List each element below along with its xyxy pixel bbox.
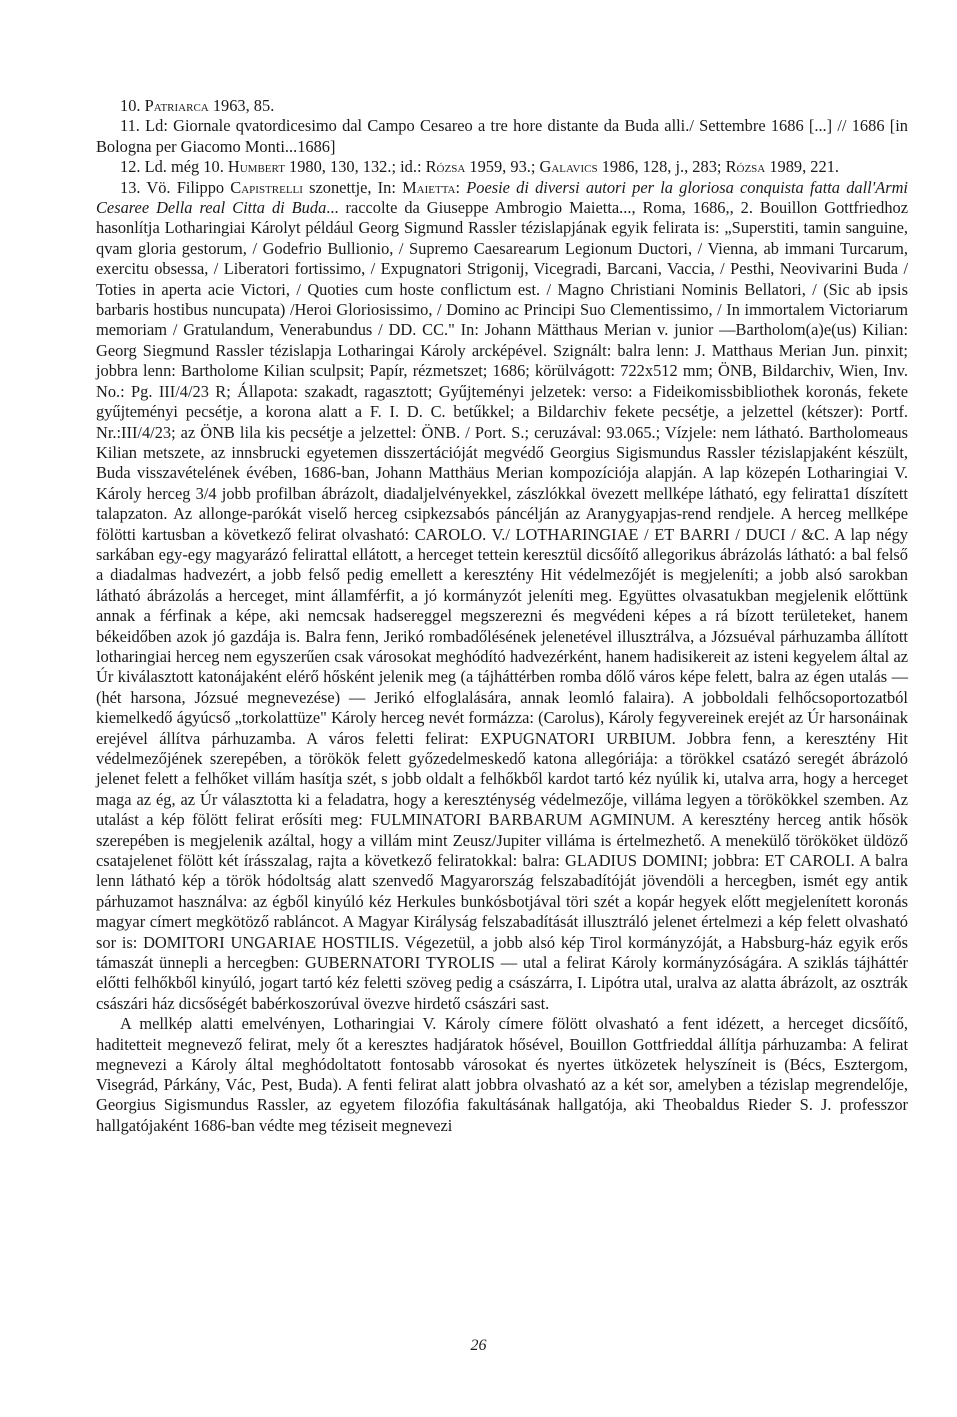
page-number: 26 xyxy=(470,1337,487,1354)
footnote-12 xyxy=(96,157,908,177)
footnote-13-text-c: : xyxy=(455,177,467,197)
footnote-12-text-d: 1986, 128, j., 283; xyxy=(597,157,726,177)
page-content xyxy=(96,96,908,1136)
footnote-11: 11. Ld: Giornale qvatordicesimo dal Campo Cesareo a tre hore distante da Buda alli./ Settembre 1686 [...] // 1686 [in Bologna per Giacomo Monti...1686] xyxy=(96,116,908,156)
footnote-12-text-e: 1989, 221. xyxy=(765,157,839,177)
footnote-12-author-humbert: Humbert xyxy=(227,157,285,177)
footnote-12-author-galavics: Galavics xyxy=(539,157,598,177)
footnote-10-number: 10. xyxy=(120,96,141,115)
footnote-10 xyxy=(96,96,908,116)
footnote-10-rest: 1963, 85. xyxy=(208,96,275,115)
footnote-13-author-maietta: Maietta xyxy=(402,177,456,197)
footnote-13 xyxy=(96,178,908,1015)
footnote-13-italic-title: Poesie di diversi autori per la gloriosa conquista fatta dall'Armi Cesaree Della real Citta di Buda xyxy=(96,177,908,218)
paragraph-mellkep: A mellkép alatti emelvényen, Lotharingiai V. Károly címere fölött olvasható a fent idézett, a herceget dicsőítő, haditetteit megnevező felirat, mely őt a keresztes hadjáratok hősével, Bouillon Gottfrieddal állítja párhuzamba: A felirat megnevezi a Károly által meghódoltatott fontosabb városokat és nyertes ütközetek helyszíneit is (Bécs, Esztergom, Visegrád, Párkány, Vác, Pest, Buda). A fenti felirat alatt jobbra olvasható az a két sor, amelyben a tézislap megrendelője, Georgius Sigismundus Rassler, az egyetem filozófia fakultásának hallgatója, aki Theobaldus Rieder S. J. professzor hallgatójaként 1686-ban védte meg téziseit megnevezi xyxy=(96,1014,908,1135)
footnote-12-text-c: 1959, 93.; xyxy=(465,157,540,177)
footnote-13-author-capistrelli: Capistrelli xyxy=(230,177,303,197)
footnote-12-author-rozsa-2: Rózsa xyxy=(725,157,766,177)
footnote-13-text-a: 13. Vö. Filippo xyxy=(120,177,231,197)
footnote-13-text-body: ... raccolte da Giuseppe Ambrogio Maietta..., Roma, 1686,, 2. Bouillon Gottfriedhoz hasonlítja Lotharingiai Károlyt például Georg Sigmund Rassler tézislapjának egyik felirata is: „Superstiti, tamin sanguine, qvam gloria gestorum, / Godefrio Bullionio, / Supremo Caesarearum Legionum Ductori, / Vienna, ab immani Turcarum, exercitu obsessa, / Liberatori fortissimo, / Expugnatori Strigonij, Vicegradi, Barcani, Vaccia, / Pesthi, Neovivarini Buda / Toties in aperta acie Victori, / Quoties cum hoste conflictum est. / Magno Christiani Nominis Bellatori, / (Sic ab ipsis barbaris hostibus nuncupata) /Heroi Gloriosissimo, / Domino ac Principi Suo Clementissimo, / In immortalem Victoriarum memoriam / Gratulandum, Venerabundus / DD. CC." In: Johann Mätthaus Merian v. junior —Bartholom(a)e(us) Kilian: Georg Siegmund Rassler tézislapja Lotharingai Károly arcképével. Szignált: balra lenn: J. Matthaus Merian Jun. pinxit; jobbra lenn: Bartholome Kilian sculpsit; Papír, rézmetszet; 1686; körülvágott: 722x512 mm; ÖNB, Bildarchiv, Wien, Inv. No.: Pg. III/4/23 R; Állapota: szakadt, ragasztott; Gyűjteményi jelzetek: verso: a Fideikomissbibliothek koronás, fekete gyűjteményi pecsétje, a korona alatt a F. I. D. C. betűkkel; a Bildarchiv fekete pecsétje, a jelzettel (kétszer): Portf. Nr.:III/4/23; az ÖNB lila kis pecsétje a jelzettel: ÖNB. / Port. S.; ceruzával: 93.065.; Vízjele: nem látható. Bartholomeaus Kilian metszete, az innsbrucki egyetemen disszertációját megvédő Georgius Sigismundus Rassler tézislapjaként készült, Buda visszavételének évében, 1686-ban, Johann Matthäus Merian kompozíciója alapján. A lap közepén Lotharingiai V. Károly herceg 3/4 jobb profilban ábrázolt, diadaljelvényekkel, zászlókkal övezett mellképe látható, egy feliratta1 díszített talapzaton. Az allonge-parókát viselő herceg csipkezsabós páncélján az Aranygyapjas-rend rendjele. A herceg mellképe fölötti kartusban a következő felirat olvasható: CAROLO. V./ LOTHARINGIAE / ET BARRI / DUCI / &C. A lap négy sarkában egy-egy magyarázó felirattal ellátott, a herceget tettein keresztül dicsőítő allegorikus ábrázolás látható: a bal felső a diadalmas hadvezért, a jobb felső pedig emellett a keresztény Hit védelmezőjét is megjeleníti; a jobb alsó sarokban látható ábrázolás a herceget, mint államférfit, a jó kormányzót jeleníti meg. Együttes olvasatukban megjelenik előttünk annak a férfinak a képe, aki nemcsak hadsereggel megszerezni és megvédeni képes a rá bízott területeket, hanem békeidőben azok jó gazdája is. Balra fenn, Jerikó rombadőlésének jelenetével illusztrálva, a Józsuéval párhuzamba állított lotharingiai herceg nem egyszerűen csak városokat meghódító hadvezérként, hanem hadisikereit az isteni kegyelem által az Úr kiválasztott katonájaként elérő hősként jelenik meg (a tájháttérben romba dőlő város képe felett, balra az égen utalás — (hét harsona, Józsué megnevezése) — Jerikó elfoglalására, annak leomló falaira). A jobboldali felhőcsoportozatból kiemelkedő ágyúcső „torkolattüze" Károly herceg nevét formázza: (Carolus), Károly fegyvereinek erejét az Úr harsonáinak erejével állítva párhuzamba. A város feletti felirat: EXPUGNATORI URBIUM. Jobbra fenn, a keresztény Hit védelmezőjének szerepében, a törökök felett győzedelmeskedő katona allegóriája: a törökkel csatázó seregét ábrázoló jelenet felett a felhőket villám hasítja szét, s jobb oldalt a felhőkből kardot tartó kéz nyúlik ki, utalva arra, hogy a herceget maga az ég, az Úr választotta ki a feladatra, hogy a kereszténység védelmezője, villáma legyen a törökökkel szemben. Az utalást a kép fölött felirat erősíti meg: FULMINATORI BARBARUM AGMINUM. A keresztény herceg antik hősök szerepében is megjelenik azáltal, hogy a villám mint Zeusz/Jupiter villáma is értelmezhető. A menekülő törököket üldöző csatajelenet fölött két írásszalag, rajta a következő feliratokkal: balra: GLADIUS DOMINI; jobbra: ET CAROLI. A balra lenn látható kép a török hódoltság alatt szenvedő Magyarország felszabadítóját jövendöli a hercegben, ismét egy antik párhuzamot használva: az égből kinyúló kéz Herkules bunkósbotjával töri szét a kopár hegyek előtt megjelenített koronás magyar címert megkötöző rabláncot. A Magyar Királyság felszabadítását illusztráló jelenet értelmezi a kép felett olvasható sor is: DOMITORI UNGARIAE HOSTILIS. Végezetül, a jobb alsó kép Tirol kormányzóját, a Habsburg-ház egyik erős támaszát ünnepli a hercegben: GUBERNATORI TYROLIS — utal a felirat Károly kormányzóságára. A sziklás tájháttér előtti felhőkből kinyúló, jogart tartó kéz feletti szöveg pedig a császárra, I. Lipótra utal, uralva az alatta ábrázolt, az osztrák császári ház dicsőségét babérkoszorúval övezve hirdető császári sast. xyxy=(96,198,908,1013)
footnote-13-text-b: szonettje, In: xyxy=(302,177,403,197)
footnote-12-text-a: 12. Ld. még 10. xyxy=(120,157,228,177)
footnote-12-text-b: 1980, 130, 132.; id.: xyxy=(284,157,426,177)
footnote-10-author: Patriarca xyxy=(144,96,209,115)
footnote-12-author-rozsa-1: Rózsa xyxy=(425,157,466,177)
